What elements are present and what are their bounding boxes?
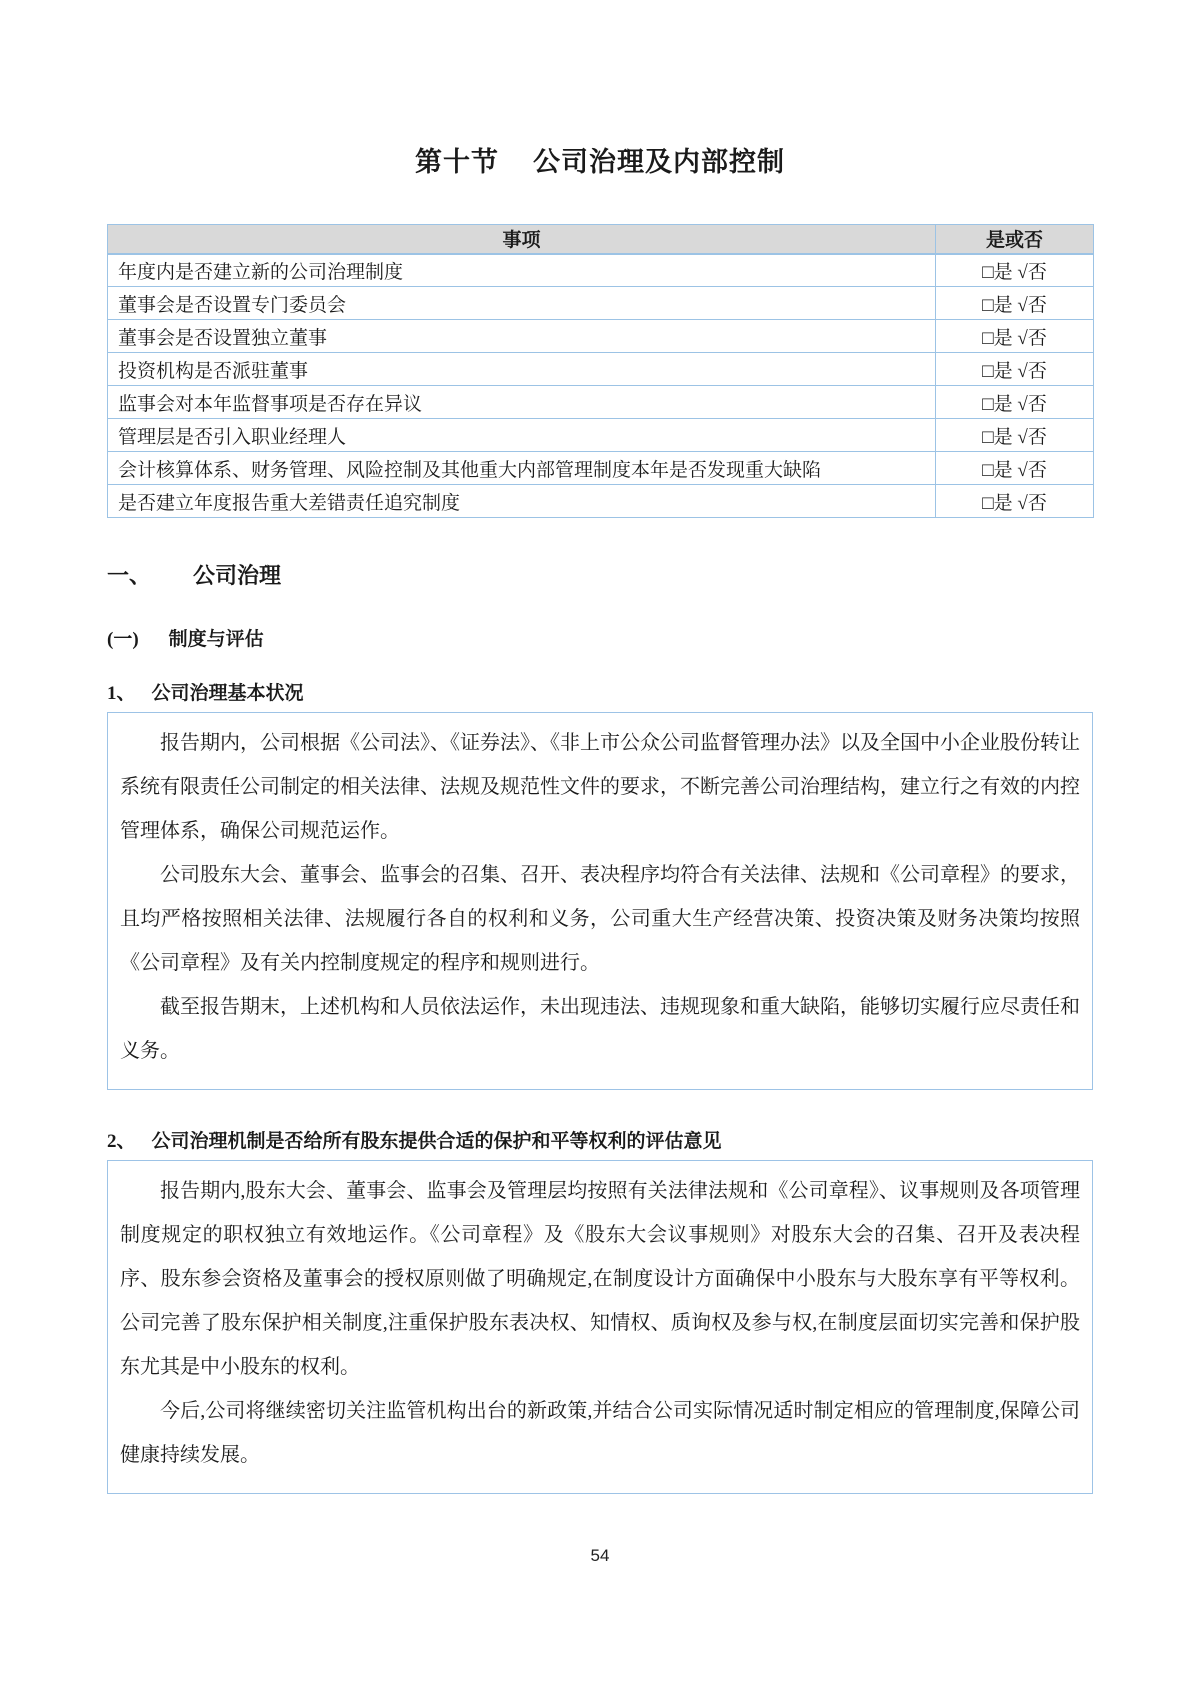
heading-text: 公司治理基本状况 (151, 683, 304, 704)
table-row (108, 419, 1094, 452)
table-row (108, 320, 1094, 353)
heading-number: (一) (107, 629, 139, 650)
governance-status-text-box (107, 712, 1093, 1090)
table-row (108, 386, 1094, 419)
answer-cell: □是 √否 (936, 419, 1094, 452)
page-number: 54 (590, 1546, 610, 1565)
item-cell: 会计核算体系、财务管理、风险控制及其他重大内部管理制度本年是否发现重大缺陷 (108, 452, 936, 485)
answer-cell: □是 √否 (936, 386, 1094, 419)
table-row (108, 452, 1094, 485)
paragraph: 公司股东大会、董事会、监事会的召集、召开、表决程序均符合有关法律、法规和《公司章程》的要求，且均严格按照相关法律、法规履行各自的权利和义务，公司重大生产经营决策、投资决策及财务决策均按照《公司章程》及有关内控制度规定的程序和规则进行。 (120, 864, 1080, 974)
report-page (107, 0, 1093, 1494)
item-cell: 是否建立年度报告重大差错责任追究制度 (108, 485, 936, 518)
heading-text: 公司治理机制是否给所有股东提供合适的保护和平等权利的评估意见 (151, 1131, 722, 1152)
table-header-row (108, 225, 1094, 254)
answer-cell: □是 √否 (936, 254, 1094, 287)
item-cell: 董事会是否设置专门委员会 (108, 287, 936, 320)
table-row (108, 254, 1094, 287)
answer-cell: □是 √否 (936, 485, 1094, 518)
item-cell: 董事会是否设置独立董事 (108, 320, 936, 353)
heading-corporate-governance (107, 559, 1093, 590)
paragraph: 今后,公司将继续密切关注监管机构出台的新政策,并结合公司实际情况适时制定相应的管理制度,保障公司健康持续发展。 (120, 1400, 1080, 1466)
item-cell: 投资机构是否派驻董事 (108, 353, 936, 386)
heading-number: 2、 (107, 1131, 136, 1152)
paragraph: 报告期内,股东大会、董事会、监事会及管理层均按照有关法律法规和《公司章程》、议事规则及各项管理制度规定的职权独立有效地运作。《公司章程》及《股东大会议事规则》对股东大会的召集、召开及表决程序、股东参会资格及董事会的授权原则做了明确规定,在制度设计方面确保中小股东与大股东享有平等权利。公司完善了股东保护相关制度,注重保护股东表决权、知情权、质询权及参与权,在制度层面切实完善和保护股东尤其是中小股东的权利。 (120, 1180, 1080, 1378)
table-row (108, 353, 1094, 386)
section-number: 第十节 (415, 147, 499, 177)
page-title (107, 0, 1093, 179)
heading-governance-basic-status (107, 678, 1093, 705)
governance-checklist-table (107, 224, 1094, 518)
answer-cell: □是 √否 (936, 353, 1094, 386)
item-cell: 监事会对本年监督事项是否存在异议 (108, 386, 936, 419)
heading-number: 一、 (107, 563, 152, 588)
item-cell: 管理层是否引入职业经理人 (108, 419, 936, 452)
table-row (108, 287, 1094, 320)
table-row (108, 485, 1094, 518)
paragraph: 截至报告期末，上述机构和人员依法运作，未出现违法、违规现象和重大缺陷，能够切实履行应尽责任和义务。 (120, 996, 1080, 1062)
heading-number: 1、 (107, 683, 136, 704)
answer-cell: □是 √否 (936, 320, 1094, 353)
heading-shareholder-protection-evaluation (107, 1126, 1093, 1153)
heading-system-and-evaluation (107, 624, 1093, 651)
heading-text: 公司治理 (193, 563, 282, 588)
column-header-yes-no: 是或否 (936, 225, 1094, 254)
heading-text: 制度与评估 (168, 629, 264, 650)
answer-cell: □是 √否 (936, 287, 1094, 320)
paragraph: 报告期内，公司根据《公司法》、《证券法》、《非上市公众公司监督管理办法》以及全国中小企业股份转让系统有限责任公司制定的相关法律、法规及规范性文件的要求，不断完善公司治理结构，建立行之有效的内控管理体系，确保公司规范运作。 (120, 732, 1080, 842)
shareholder-protection-text-box (107, 1160, 1093, 1494)
answer-cell: □是 √否 (936, 452, 1094, 485)
item-cell: 年度内是否建立新的公司治理制度 (108, 254, 936, 287)
column-header-item: 事项 (108, 225, 936, 254)
section-title-text: 公司治理及内部控制 (533, 147, 785, 177)
